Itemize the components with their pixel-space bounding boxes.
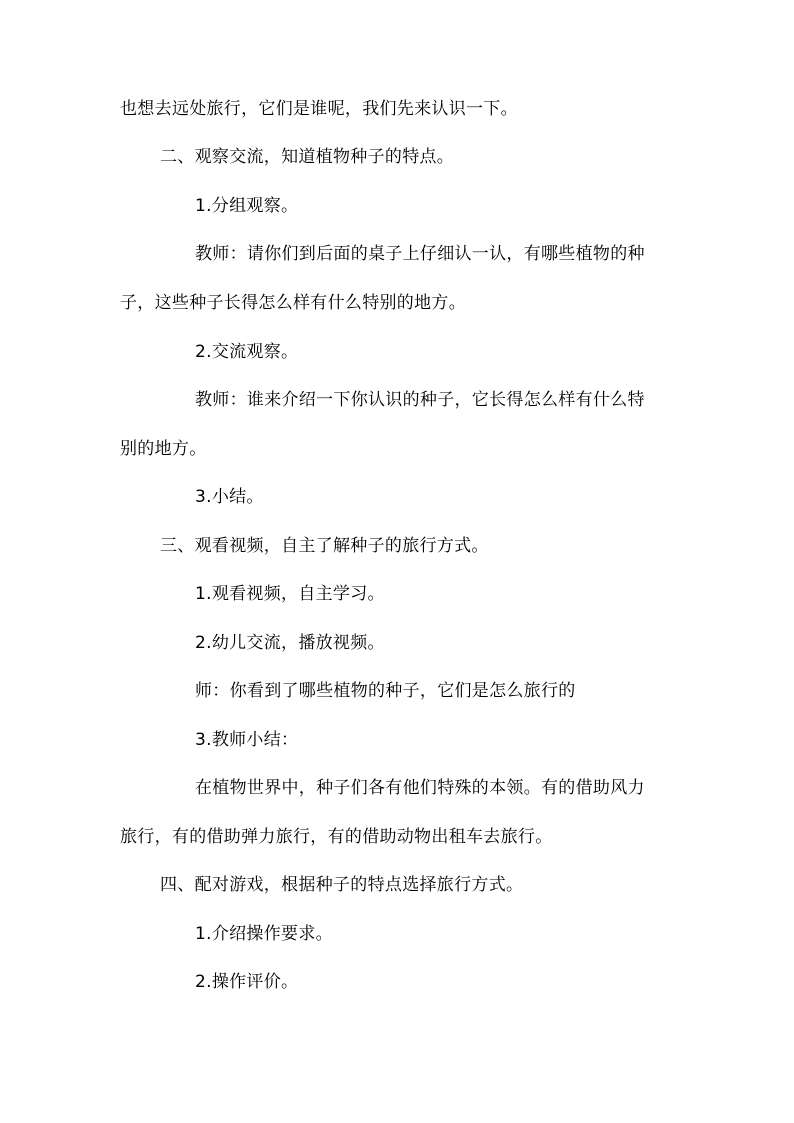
teacher-line-2: 教师：谁来介绍一下你认识的种子，它长得怎么样有什么特	[195, 390, 645, 410]
summary-line-1: 在植物世界中，种子们各有他们特殊的本领。有的借助风力	[195, 778, 645, 798]
section-heading-4: 四、配对游戏，根据种子的特点选择旅行方式。	[160, 875, 524, 895]
step-2-1: 1.分组观察。	[195, 196, 299, 216]
teacher-line-1-continuation: 子，这些种子长得怎么样有什么特别的地方。	[120, 293, 466, 313]
teacher-question: 师：你看到了哪些植物的种子，它们是怎么旅行的	[195, 681, 576, 701]
paragraph-intro-continuation: 也想去远处旅行，它们是谁呢，我们先来认识一下。	[120, 99, 518, 119]
step-2-2: 2.交流观察。	[195, 342, 299, 362]
step-3-2: 2.幼儿交流，播放视频。	[195, 633, 385, 653]
section-heading-2: 二、观察交流，知道植物种子的特点。	[160, 147, 455, 167]
summary-line-2: 旅行，有的借助弹力旅行，有的借助动物出租车去旅行。	[120, 827, 553, 847]
section-heading-3: 三、观看视频，自主了解种子的旅行方式。	[160, 536, 489, 556]
step-4-1: 1.介绍操作要求。	[195, 924, 333, 944]
step-3-3: 3.教师小结：	[195, 730, 299, 750]
step-3-1: 1.观看视频，自主学习。	[195, 584, 385, 604]
teacher-line-2-continuation: 别的地方。	[120, 439, 207, 459]
step-4-2: 2.操作评价。	[195, 972, 299, 992]
step-2-3: 3.小结。	[195, 487, 264, 507]
teacher-line-1: 教师：请你们到后面的桌子上仔细认一认，有哪些植物的种	[195, 244, 645, 264]
